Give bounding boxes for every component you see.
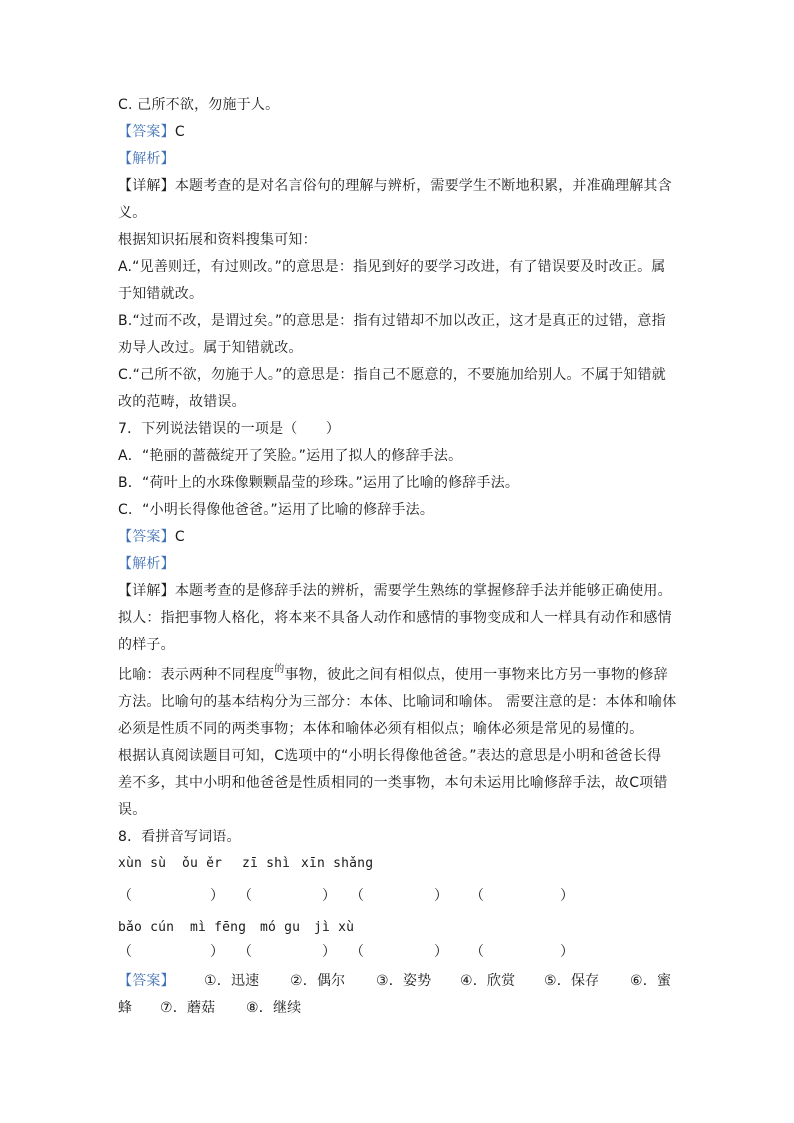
q7-metaphor-line2: 方法。比喻句的基本结构分为三部分：本体、比喻词和喻体。 需要注意的是：本体和喻体 [118, 694, 677, 710]
q7-conclusion-line2: 差不多，其中小明和他爸爸是性质相同的一类事物，本句未运用比喻修辞手法，故C项错 [118, 775, 668, 791]
answer-tag: 【答案】 [118, 973, 175, 989]
answer-value: C [174, 124, 185, 140]
q7-metaphor-line3: 必须是性质不同的两类事物；本体和喻体必须有相似点；喻体必须是常见的易懂的。 [118, 721, 644, 737]
pinyin-item: mì fēng [190, 920, 247, 935]
blank-paren-close: ） [322, 944, 337, 960]
answer-item: ⑥．蜜 [630, 973, 672, 989]
q6-c-line2: 改的范畴，故错误。 [118, 394, 246, 410]
answer-item: ⑦．蘑菇 [160, 1000, 216, 1016]
q7-detail [118, 582, 672, 600]
blank-paren-open: （ [118, 944, 133, 960]
blank-paren-close: ） [210, 888, 225, 904]
pinyin-item: jì xù [314, 920, 355, 935]
blank-paren-close: ） [434, 944, 449, 960]
q6-detail [118, 177, 672, 195]
superscript-char: 的 [274, 664, 285, 675]
q6-c-line1: C.“己所不欲，勿施于人。”的意思是：指自己不愿意的，不要施加给别人。不属于知错就 [118, 367, 666, 383]
q7-option-c: C．“小明长得像他爸爸。”运用了比喻的修辞手法。 [118, 502, 435, 518]
q8-stem: 8．看拼音写词语。 [118, 829, 241, 845]
q6-intro: 根据知识拓展和资料搜集可知： [118, 232, 317, 248]
blank-paren-open: （ [238, 888, 253, 904]
blank-paren-close: ） [560, 944, 575, 960]
blank-paren-close: ） [210, 944, 225, 960]
q6-b-line2: 劝导人改过。属于知错就改。 [118, 340, 303, 356]
blank-paren-open: （ [350, 888, 365, 904]
q7-conclusion-line3: 误。 [118, 802, 147, 818]
answer-item: 蜂 [118, 1000, 133, 1016]
detail-tag: 【详解】 [118, 583, 175, 599]
q7-personify-line2: 的样子。 [118, 637, 175, 653]
answer-item: ②．偶尔 [290, 973, 346, 989]
blank-paren-open: （ [350, 944, 365, 960]
answer-item: ⑤．保存 [544, 973, 600, 989]
q7-personify-line1: 拟人：指把事物人格化，将本来不具备人动作和感情的事物变成和人一样具有动作和感情 [118, 610, 672, 626]
pinyin-item: ǒu ěr [182, 856, 223, 871]
pinyin-item: xùn sù [118, 856, 167, 871]
blank-paren-close: ） [560, 888, 575, 904]
blank-paren-open: （ [118, 888, 133, 904]
blank-paren-open: （ [470, 888, 485, 904]
detail-text: 本题考查的是修辞手法的辨析，需要学生熟练的掌握修辞手法并能够正确使用。 [174, 583, 672, 599]
q7-answer [118, 528, 185, 546]
pinyin-item: zī shì [242, 856, 291, 871]
answer-item: ①．迅速 [204, 973, 260, 989]
analysis-tag: 【解析】 [118, 556, 175, 572]
answer-tag: 【答案】 [118, 124, 175, 140]
q6-b-line1: B.“过而不改，是谓过矣。”的意思是：指有过错却不加以改正，这才是真正的过错，意指 [118, 313, 666, 329]
q7-metaphor-line1: 比喻：表示两种不同程度$^的$事物，彼此之间有相似点，使用一事物来比方另一事物的修辞 [118, 664, 668, 683]
analysis-tag: 【解析】 [118, 151, 175, 167]
answer-item: ③．姿势 [376, 973, 432, 989]
answer-item: ④．欣赏 [460, 973, 516, 989]
answer-item: ⑧．继续 [246, 1000, 302, 1016]
q6-a-line2: 于知错就改。 [118, 286, 204, 302]
pinyin-item: xīn shǎng [301, 856, 374, 871]
answer-value: C [174, 529, 185, 545]
blank-paren-close: ） [434, 888, 449, 904]
detail-text: 本题考查的是对名言俗句的理解与辨析，需要学生不断地积累，并准确理解其含 [174, 178, 672, 194]
q6-answer [118, 123, 185, 141]
blank-paren-open: （ [470, 944, 485, 960]
q6-option-c: C. 己所不欲，勿施于人。 [118, 97, 280, 113]
pinyin-item: mó gu [260, 920, 301, 935]
pinyin-item: bǎo cún [118, 920, 175, 935]
q6-detail-cont: 义。 [118, 205, 147, 221]
answer-tag: 【答案】 [118, 529, 175, 545]
blank-paren-open: （ [238, 944, 253, 960]
q6-a-line1: A.“见善则迁，有过则改。”的意思是：指见到好的要学习改进，有了错误要及时改正。属 [118, 259, 666, 275]
detail-tag: 【详解】 [118, 178, 175, 194]
blank-paren-close: ） [322, 888, 337, 904]
q7-option-a: A．“艳丽的蔷薇绽开了笑脸。”运用了拟人的修辞手法。 [118, 448, 463, 464]
q7-conclusion-line1: 根据认真阅读题目可知，C选项中的“小明长得像他爸爸。”表达的意思是小明和爸爸长得 [118, 748, 662, 764]
q7-stem: 7．下列说法错误的一项是（ ） [118, 421, 341, 437]
q7-option-b: B．“荷叶上的水珠像颗颗晶莹的珍珠。”运用了比喻的修辞手法。 [118, 475, 520, 491]
